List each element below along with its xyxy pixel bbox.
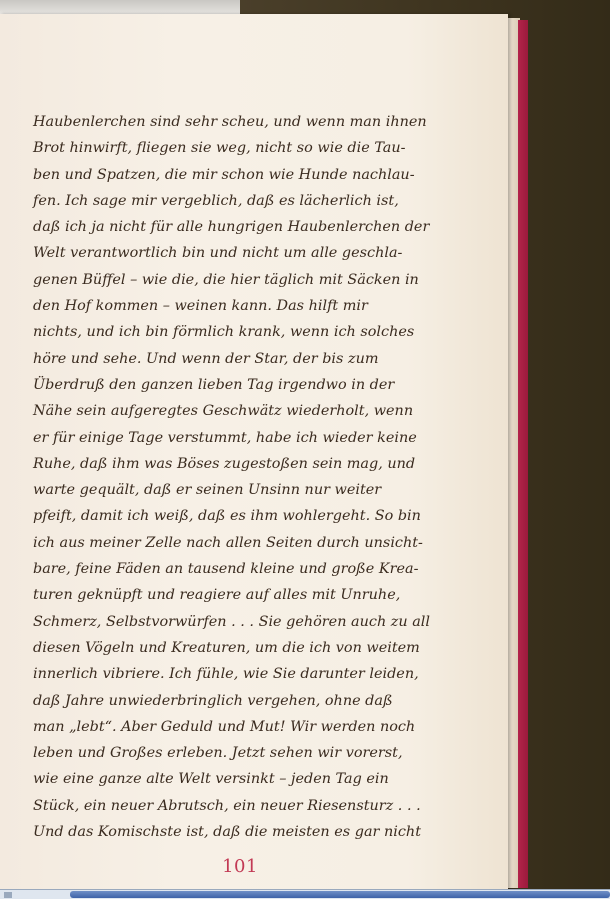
text-line: Ruhe, daß ihm was Böses zugestoßen sein mag, und (33, 455, 416, 472)
text-line: diesen Vögeln und Kreaturen, um die ich von weitem (33, 639, 420, 656)
text-line: bare, feine Fäden an tausend kleine und große Krea- (33, 561, 419, 578)
horizontal-scrollbar-thumb[interactable] (70, 891, 610, 898)
bookmark-ribbon (518, 20, 528, 888)
text-line: Welt verantwortlich bin und nicht um alle geschla- (33, 245, 403, 262)
text-line: höre und sehe. Und wenn der Star, der bis zum (33, 350, 379, 367)
page-text (33, 109, 439, 845)
text-line: wie eine ganze alte Welt versinkt – jeden Tag ein (33, 771, 389, 788)
text-line: daß ich ja nicht für alle hungrigen Haubenlerchen der (33, 219, 430, 236)
text-line: Stück, ein neuer Abrutsch, ein neuer Riesensturz . . . (33, 797, 421, 814)
book-page (0, 14, 508, 890)
text-line: nichts, und ich bin förmlich krank, wenn ich solches (33, 324, 415, 341)
text-line: ich aus meiner Zelle nach allen Seiten durch unsicht- (33, 534, 423, 551)
text-line: Nähe sein aufgeregtes Geschwätz wiederholt, wenn (33, 403, 414, 420)
text-line: er für einige Tage verstummt, habe ich wieder keine (33, 429, 417, 446)
text-line: den Hof kommen – weinen kann. Das hilft mir (33, 298, 368, 315)
text-line: Überdruß den ganzen lieben Tag irgendwo in der (33, 376, 395, 393)
text-line: pfeift, damit ich weiß, daß es ihm wohlergeht. So bin (33, 508, 421, 525)
text-line: turen geknüpft und reagiere auf alles mit Unruhe, (33, 587, 401, 604)
text-line: innerlich vibriere. Ich fühle, wie Sie darunter leiden, (33, 666, 419, 683)
text-line: Brot hinwirft, fliegen sie weg, nicht so wie die Tau- (33, 140, 406, 157)
text-line: Und das Komischste ist, daß die meisten es gar nicht (33, 824, 421, 841)
text-line: leben und Großes erleben. Jetzt sehen wir vorerst, (33, 745, 403, 762)
page-number: 101 (222, 856, 258, 877)
scroll-left-arrow[interactable] (4, 892, 12, 898)
text-line: daß Jahre unwiederbringlich vergehen, ohne daß (33, 692, 393, 709)
text-line: Haubenlerchen sind sehr scheu, und wenn man ihnen (33, 114, 427, 130)
text-line: genen Büffel – wie die, die hier täglich mit Säcken in (33, 271, 419, 288)
text-line: fen. Ich sage mir vergeblich, daß es lächerlich ist, (33, 192, 399, 209)
text-line: warte gequält, daß er seinen Unsinn nur weiter (33, 482, 382, 499)
text-line: man „lebt“. Aber Geduld und Mut! Wir werden noch (33, 718, 416, 735)
text-line: ben und Spatzen, die mir schon wie Hunde nachlau- (33, 166, 415, 183)
text-line: Schmerz, Selbstvorwürfen . . . Sie gehören auch zu all (33, 613, 430, 630)
